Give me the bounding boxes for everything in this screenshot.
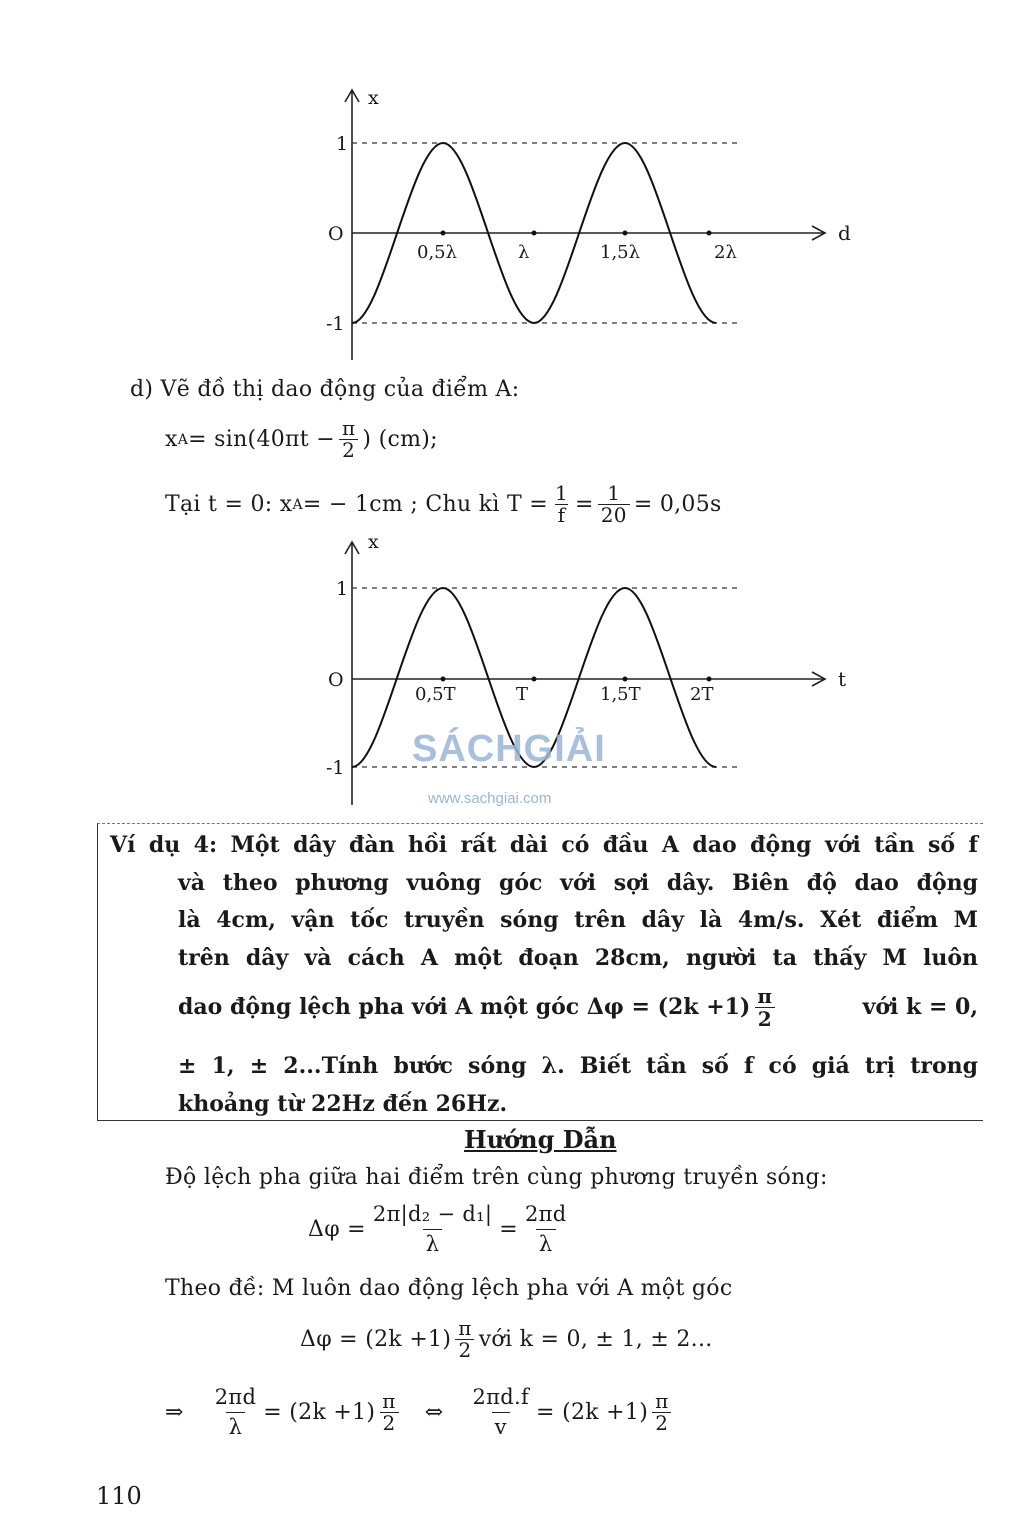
eq-sub: A [177,431,189,448]
frac-den: λ [423,1229,443,1259]
f1-lhs: Δφ = [308,1217,366,1243]
x-tick-label: 1,5λ [600,242,641,263]
x-tick-label: 2λ [714,242,737,263]
tick-mark [441,231,446,236]
eq-frac-num: π [341,416,356,440]
guide-title: Hướng Dẫn [464,1125,617,1154]
implies-arrow: ⇒ [165,1400,184,1426]
period-frac-1 [552,483,571,526]
t0-sub: A [292,496,303,513]
formula-phase-difference [308,1200,573,1260]
formula-phase-condition [300,1318,713,1361]
guide-line-2: Theo đề: M luôn dao động lệch pha với A một góc [165,1276,733,1301]
frac-den: λ [536,1229,556,1259]
y-tick-label: 1 [336,578,349,600]
frac-num: π [382,1389,396,1414]
tick-mark [623,231,628,236]
iff-arrow: ⇔ [424,1400,444,1426]
frac-den: f [555,504,569,526]
formula-derivation [165,1383,676,1443]
example-line-3: là 4cm, vận tốc truyền sóng trên dây là 4m/s. Xét điểm M [178,907,978,933]
f2-frac [455,1318,474,1361]
origin-label: O [328,223,344,245]
f3-mid-1: = (2k +1) [263,1400,376,1426]
x-axis-label: d [838,221,851,245]
eq-fraction [339,418,358,461]
f1-eq: = [499,1217,518,1243]
part-d-heading: d) Vẽ đồ thị dao động của điểm A: [130,377,520,402]
x-tick-label: 0,5T [415,684,456,705]
frac-den: 20 [598,504,630,526]
example-line-6: ± 1, ± 2...Tính bước sóng λ. Biết tần số f có giá trị trong [178,1053,978,1079]
f1-frac-2 [522,1200,570,1260]
tick-mark [532,677,537,682]
page-number: 110 [96,1482,142,1510]
x-tick-label: 0,5λ [417,242,458,263]
frac-den: 2 [755,1007,775,1030]
x-tick-label: T [516,684,529,705]
frac-den: 2 [652,1412,671,1434]
watermark-logo: SÁCHGIẢI [412,728,606,770]
frac-den: 2 [455,1339,474,1361]
f1-frac [370,1200,495,1260]
x-axis-label: t [838,667,847,691]
graph-wave-vs-time [0,530,1024,820]
f3-frac-3 [469,1383,532,1443]
tick-mark [623,677,628,682]
watermark-url: www.sachgiai.com [428,790,552,807]
example-line-2: và theo phương vuông góc với sợi dây. Biên độ dao động [178,870,978,896]
f3-frac-2 [379,1391,398,1434]
frac-den: 2 [380,1412,399,1434]
frac-num: 2πd [524,1202,567,1226]
f3-mid-2: = (2k +1) [536,1400,649,1426]
guide-line-1: Độ lệch pha giữa hai điểm trên cùng phương truyền sóng: [165,1165,828,1190]
frac-num: π [458,1316,472,1340]
eq-mid: = sin(40πt − [188,427,335,452]
eq-right: ) (cm); [362,427,438,452]
frac-num: π [757,984,772,1008]
x-tick-label: 2T [690,684,714,705]
frac-num: 2π|d₂ − d₁| [372,1202,493,1226]
frac-den: λ [226,1412,246,1442]
eq-frac-den: 2 [339,439,358,461]
frac-num: 2πd [214,1385,257,1409]
y-tick-label: -1 [326,313,345,335]
line5-fraction [754,985,775,1030]
equation-xa [165,418,438,461]
f2-lhs: Δφ = (2k +1) [300,1327,452,1352]
y-axis-label: x [368,531,379,553]
example-line-7: khoảng từ 22Hz đến 26Hz. [178,1091,508,1117]
graph-wave-vs-distance [0,80,1024,370]
origin-label: O [328,669,344,691]
tick-mark [707,231,712,236]
f2-rhs: với k = 0, ± 1, ± 2... [478,1327,713,1352]
y-tick-label: 1 [336,133,349,155]
frac-num: 1 [607,481,621,505]
line5-text: dao động lệch pha với A một góc Δφ = (2k +1) [178,994,751,1020]
frac-den: v [492,1412,510,1442]
example-line-4: trên dây và cách A một đoạn 28cm, người ta thấy M luôn [178,945,978,971]
f3-frac-4 [652,1391,671,1434]
period-line [165,483,722,526]
line5-tail: với k = 0, [862,994,978,1020]
t0-rest: = − 1cm ; Chu kì T = [302,492,548,517]
tick-mark [707,677,712,682]
period-frac-2 [598,483,630,526]
x-tick-label: 1,5T [600,684,641,705]
period-eq: = [575,492,594,517]
tick-mark [532,231,537,236]
x-tick-label: λ [518,242,530,263]
eq-left: x [165,427,178,452]
example-line-5 [178,985,978,1030]
period-result: = 0,05s [633,492,722,517]
f3-frac-1 [212,1383,260,1443]
t0-text: Tại t = 0: x [165,492,293,517]
y-axis-label: x [368,87,379,109]
example-line-1: Ví dụ 4: Một dây đàn hồi rất dài có đầu A dao động với tần số f [110,832,978,858]
frac-num: 1 [554,481,569,505]
y-tick-label: -1 [326,757,345,779]
tick-mark [441,677,446,682]
frac-num: π [655,1389,669,1414]
frac-num: 2πd.f [472,1385,530,1409]
